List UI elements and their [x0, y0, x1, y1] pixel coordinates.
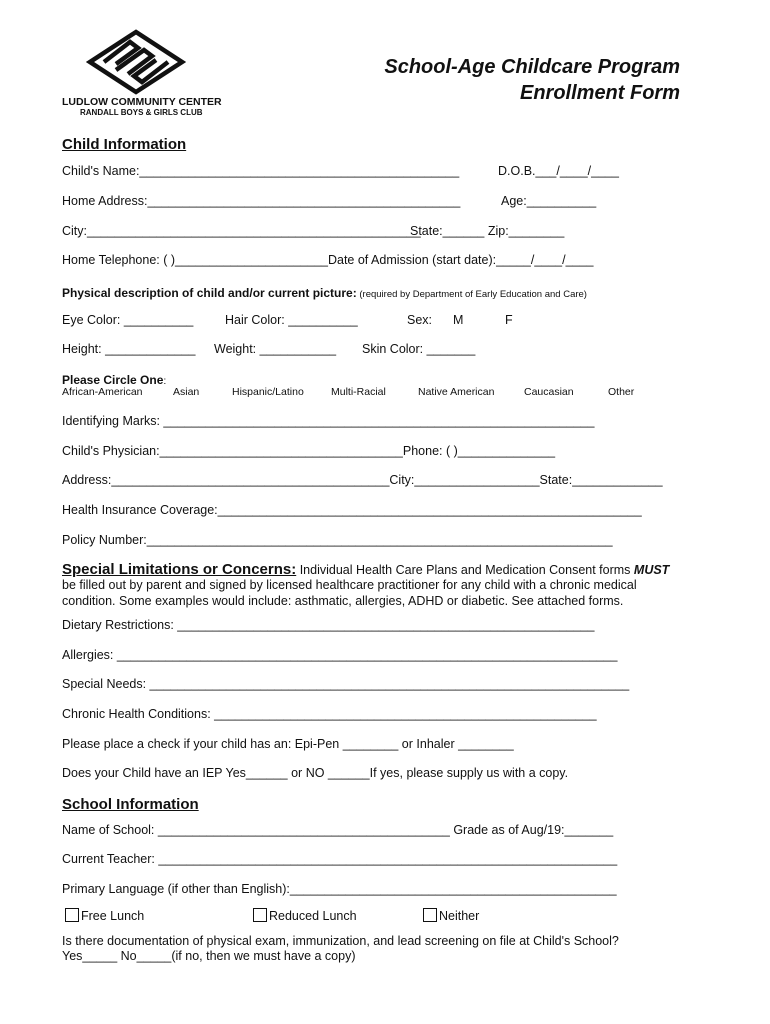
- city-field[interactable]: City:________________________________________________: [62, 224, 421, 238]
- skin-color-field[interactable]: Skin Color: _______: [362, 342, 476, 356]
- org-name: LUDLOW COMMUNITY CENTER: [62, 96, 222, 108]
- must-emphasis: MUST: [633, 563, 670, 577]
- ethnicity-option[interactable]: Caucasian: [524, 386, 574, 398]
- form-title-line1: School-Age Childcare Program: [384, 56, 680, 78]
- documentation-question: Is there documentation of physical exam, immunization, and lead screening on file at Child's School?: [62, 934, 619, 948]
- section-school-information: School Information: [62, 796, 199, 813]
- sex-label: Sex:: [407, 313, 433, 327]
- section-child-information: Child Information: [62, 136, 187, 153]
- org-subname: RANDALL BOYS & GIRLS CLUB: [80, 108, 203, 117]
- lunch-label: Free Lunch: [81, 909, 145, 923]
- special-needs-field[interactable]: Special Needs: _____________________________________________________________________: [62, 677, 630, 691]
- hair-color-field[interactable]: Hair Color: __________: [225, 313, 358, 327]
- epipen-inhaler-field[interactable]: Please place a check if your child has an: Epi-Pen ________ or Inhaler ________: [62, 737, 514, 751]
- current-teacher-field[interactable]: Current Teacher: __________________________________________________________________: [62, 852, 618, 866]
- weight-field[interactable]: Weight: ___________: [214, 342, 337, 356]
- ethnicity-option[interactable]: Hispanic/Latino: [232, 386, 304, 398]
- allergies-field[interactable]: Allergies: ________________________________________________________________________: [62, 648, 618, 662]
- ethnicity-option[interactable]: Native American: [418, 386, 495, 398]
- ethnicity-option[interactable]: African-American: [62, 386, 143, 398]
- ethnicity-option[interactable]: Multi-Racial: [331, 386, 386, 398]
- special-text-line3: condition. Some examples would include: asthmatic, allergies, ADHD or diabetic. See attached forms.: [62, 594, 624, 608]
- boys-girls-club-logo: [86, 28, 186, 96]
- physician-phone-field[interactable]: Child's Physician:___________________________________Phone: ( )______________: [62, 444, 556, 458]
- lunch-option-neither[interactable]: [423, 908, 479, 923]
- lunch-label: Neither: [439, 909, 480, 923]
- school-name-grade-field[interactable]: Name of School: __________________________________________ Grade as of Aug/19:_______: [62, 823, 614, 837]
- ethnicity-option[interactable]: Other: [608, 386, 635, 398]
- physician-address-field[interactable]: Address:________________________________________City:__________________State:_____________: [62, 473, 663, 487]
- sex-option-m[interactable]: M: [453, 313, 464, 327]
- checkbox-icon[interactable]: [423, 908, 437, 922]
- eye-color-field[interactable]: Eye Color: __________: [62, 313, 194, 327]
- sex-option-f[interactable]: F: [505, 313, 513, 327]
- circle-one-label: Please Circle One: [62, 373, 164, 387]
- lunch-option-free[interactable]: [65, 908, 144, 923]
- height-field[interactable]: Height: _____________: [62, 342, 196, 356]
- insurance-field[interactable]: Health Insurance Coverage:_____________________________________________________________: [62, 503, 642, 517]
- physical-description-label: Physical description of child and/or current picture:: [62, 286, 357, 300]
- primary-language-field[interactable]: Primary Language (if other than English):_______________________________________________: [62, 882, 617, 896]
- ethnicity-option[interactable]: Asian: [173, 386, 200, 398]
- form-title-line2: Enrollment Form: [519, 82, 680, 104]
- circle-one-colon: :: [163, 375, 167, 387]
- dietary-restrictions-field[interactable]: Dietary Restrictions: ____________________________________________________________: [62, 618, 595, 632]
- telephone-admission-field[interactable]: Home Telephone: ( )______________________Date of Admission (start date):_____/____/____: [62, 253, 594, 267]
- policy-number-field[interactable]: Policy Number:___________________________________________________________________: [62, 533, 613, 547]
- state-zip-field[interactable]: State:______ Zip:________: [410, 224, 565, 238]
- age-field[interactable]: Age:__________: [501, 194, 597, 208]
- checkbox-icon[interactable]: [65, 908, 79, 922]
- section-special-limitations: Special Limitations or Concerns:: [62, 561, 297, 578]
- home-address-field[interactable]: Home Address:_____________________________________________: [62, 194, 461, 208]
- checkbox-icon[interactable]: [253, 908, 267, 922]
- physical-description-note: (required by Department of Early Education and Care): [356, 289, 587, 300]
- special-intro: Individual Health Care Plans and Medication Consent forms: [296, 563, 634, 577]
- lunch-label: Reduced Lunch: [269, 909, 357, 923]
- childs-name-field[interactable]: Child's Name:______________________________________________: [62, 164, 460, 178]
- dob-field[interactable]: D.O.B.___/____/____: [498, 164, 619, 178]
- lunch-option-reduced[interactable]: [253, 908, 357, 923]
- identifying-marks-field[interactable]: Identifying Marks: ______________________________________________________________: [62, 414, 595, 428]
- special-text-line2: be filled out by parent and signed by licensed healthcare practitioner for any child with a chronic medical: [62, 578, 637, 592]
- documentation-answer-field[interactable]: Yes_____ No_____(if no, then we must have a copy): [62, 949, 356, 963]
- chronic-conditions-field[interactable]: Chronic Health Conditions: _______________________________________________________: [62, 707, 597, 721]
- iep-field[interactable]: Does your Child have an IEP Yes______ or NO ______If yes, please supply us with a copy.: [62, 766, 569, 780]
